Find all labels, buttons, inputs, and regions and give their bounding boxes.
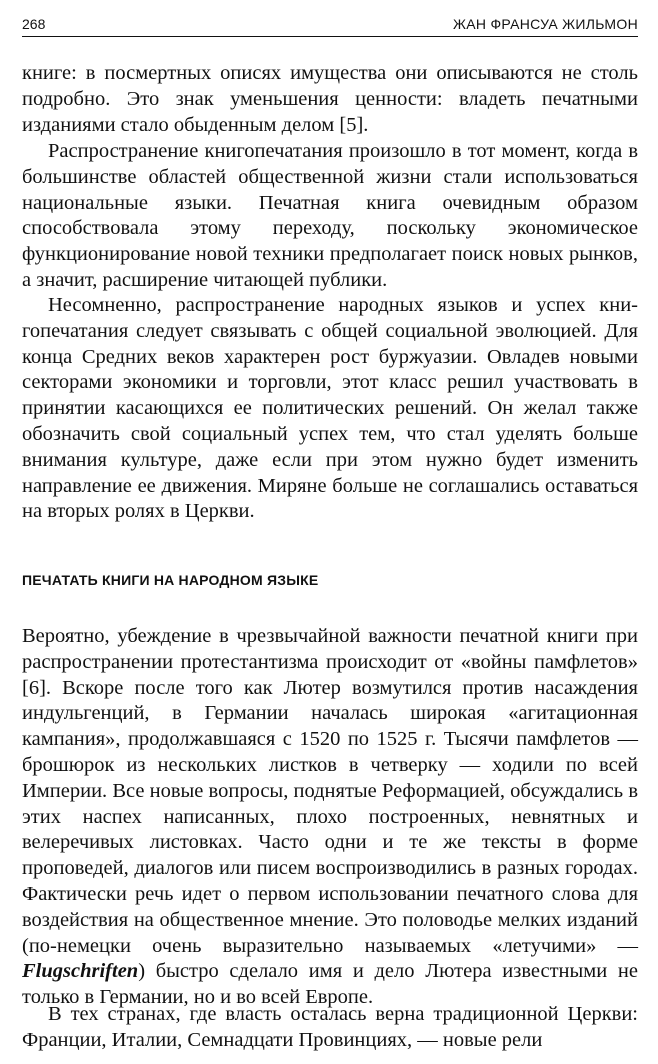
paragraph-pamphlet-war bbox=[22, 624, 638, 1011]
paragraph-social-evolution: Несомненно, распространение народных языков и успех книгопечатания следует связывать с общей социальной эволюцией. Для конца Средних веков характерен рост буржуазии. Овладев новыми секторами экономики и торговли, этот класс решил участвовать в принятии касающихся ее политических решений. Он желал также обозначить свой социальный успех тем, что стал уделять больше внимания культуре, даже если при этом нужно будет изменить направление ее движения. Миряне больше не соглашались оставаться на вторых ролях в Церкви. bbox=[22, 294, 638, 523]
running-header-author: ЖАН ФРАНСУА ЖИЛЬМОН bbox=[452, 16, 638, 32]
book-page bbox=[22, 0, 638, 1064]
running-header bbox=[22, 14, 638, 37]
paragraph-continuation: книге: в посмертных описях имущества они описываются не столь подробно. Это знак уменьшения ценности: владеть печатными изданиями стало обыденным делом [5]. bbox=[22, 62, 638, 136]
paragraph-text: Вероятно, убеждение в чрезвычайной важности печатной книги при распространении протестантизма происходит от «войны памфлетов» [6]. Вскоре после того как Лютер возмутился против насаждения индульгенций, в Германии началась широкая «агитационная кампания», продолжавшаяся с 1520 по 1525 г. Тысячи памфлетов — брошюрок из нескольких листков в четверку — ходили по всей Империи. Все новые вопросы, поднятые Реформацией, обсуждались в этих наспех написанных, плохо построенных, невнятных и велеречивых листовках. Часто одни и те же тексты в форме проповедей, диалогов или писем воспроизводились в разных городах. Фактически речь идет о первом использовании печатного слова для воздействия на общественное мнение. Это половодье мелких изданий (по-немецки очень выразительно называемых «летучими» — bbox=[22, 625, 638, 957]
page-number: 268 bbox=[22, 16, 46, 32]
paragraph-catholic-countries: В тех странах, где власть осталась верна традиционной Церкви: Франции, Италии, Семнадцати Провинциях, — новые рели bbox=[22, 1003, 638, 1051]
emphasized-term: Flugschriften bbox=[22, 960, 139, 983]
paragraph-printing-national-languages: Распространение книгопечатания произошло в тот момент, когда в большинстве областей общественной жизни стали использоваться национальные языки. Печатная книга очевидным образом способствовала этому переходу, поскольку экономическое функционирование новой техники предполагает поиск новых рынков, а значит, расширение читающей публики. bbox=[22, 140, 638, 291]
section-heading: ПЕЧАТАТЬ КНИГИ НА НАРОДНОМ ЯЗЫКЕ bbox=[22, 572, 319, 588]
paragraph-text: ) быстро сделало имя и дело Лютера известными не только в Германии, но и во всей Европе. bbox=[22, 960, 638, 1009]
